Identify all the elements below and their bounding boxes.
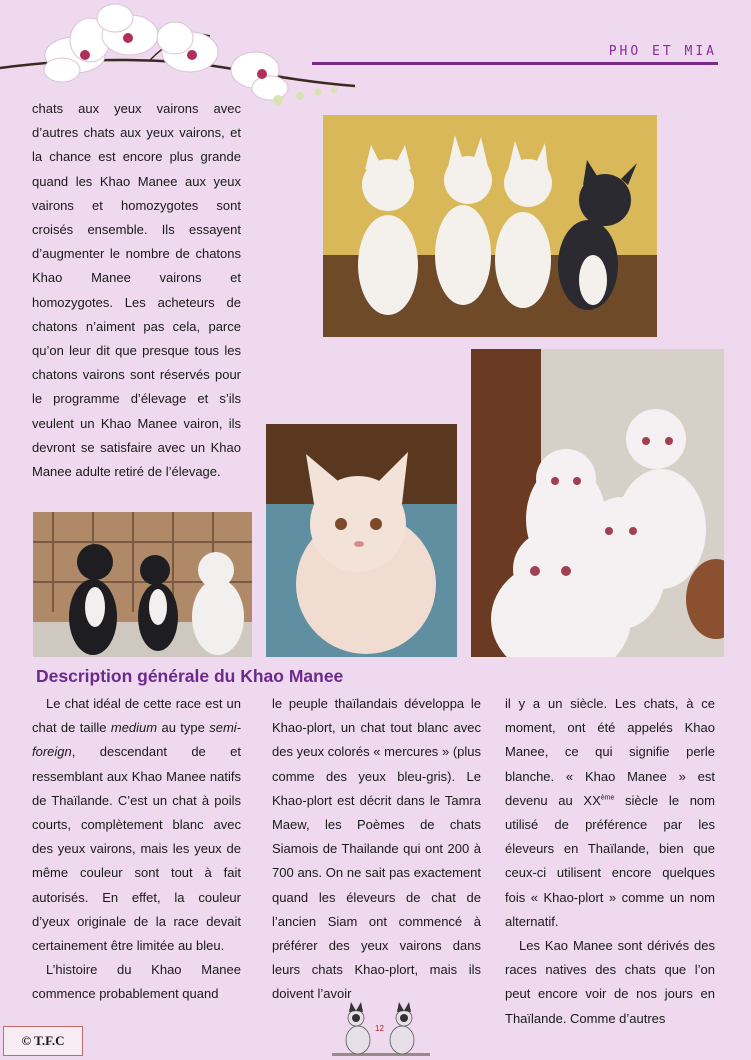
col3-text-b: siècle le nom utilisé de préférence par les éleveurs en Thaïlande, bien que ceux-ci utilisent encore quelques fois « Khao-plort » comme un nom alternatif. [505, 792, 715, 929]
body-column-3 [505, 692, 715, 1031]
photo-white-kittens [471, 349, 724, 657]
col3-text-a: il y a un siècle. Les chats, à ce moment, ont été appelés Khao Manee, ce qui signifie perle blanche. « Khao Manee » est devenu au XX [505, 696, 715, 808]
photo-bicolor-kittens [33, 512, 252, 657]
col3-paragraph-1 [505, 692, 715, 934]
col3-superscript: ème [600, 794, 615, 802]
col2-paragraph-1: le peuple thaïlandais développa le Khao-plort, un chat tout blanc avec des yeux colorés « mercures » (plus comme des yeux bleu-gris). Le Khao-plort est décrit dans le Tamra Maew, les Poèmes de chats Siamois de Thailande qui ont 200 à 700 ans. On ne sait pas exactement quand les éleveurs de chat de l’ancien Siam ont commencé à préférer des yeux vairons dans leurs chats Khao-plort, mais ils doivent l’avoir [272, 696, 481, 1002]
section-title: Description générale du Khao Manee [36, 666, 344, 686]
copyright-badge: © T.F.C [3, 1026, 83, 1056]
photo-cream-kitten [266, 424, 457, 657]
page-number: 12 [375, 1024, 384, 1033]
header-rule [312, 62, 718, 65]
intro-column [32, 97, 241, 484]
col1-emphasis-medium: medium [110, 720, 158, 736]
body-column-2 [272, 692, 481, 1007]
col1-paragraph-1 [32, 692, 241, 958]
col1-text-c: , descendant de et ressemblant aux Khao Manee natifs de Thaïlande. C’est un chat à poils courts, complètement blanc avec des yeux vairons, mais les yeux de même couleur sont tout à fait autorisés. En effet, la couleur d’yeux originale de la race devait certainement être limitée au bleu. [32, 744, 241, 954]
intro-paragraph: chats aux yeux vairons avec d’autres chats aux yeux vairons, et la chance est encore plus grande quand les Khao Manee aux yeux vairons et homozygotes sont croisés ensemble. Ils essayent d’augmenter le nombre de chatons Khao Manee vairons et homozygotes. Les acheteurs de chatons n’aiment pas cela, parce qu’on leur dit que presque tous les chatons vairons sont réservés pour le programme d’élevage et s’ils veulent un Khao Manee vairon, ils devront se satisfaire avec un Khao Manee adulte retiré de l’élevage. [32, 101, 241, 480]
col1-text-a: Le chat idéal de cette race est un chat de taille [32, 696, 241, 736]
photo-four-kittens [323, 115, 657, 337]
header-brand: PHO ET MIA [608, 44, 717, 59]
col1-text-b: au type [157, 720, 210, 736]
col3-paragraph-2: Les Kao Manee sont dérivés des races natives des chats que l’on peut encore voir de nos jours en Thaïlande. Comme d’autres [505, 938, 715, 1026]
body-column-1 [32, 692, 241, 1007]
col1-paragraph-2: L’histoire du Khao Manee commence probablement quand [32, 962, 241, 1002]
col1-emphasis-semiforeign: semi-foreign [32, 720, 242, 760]
